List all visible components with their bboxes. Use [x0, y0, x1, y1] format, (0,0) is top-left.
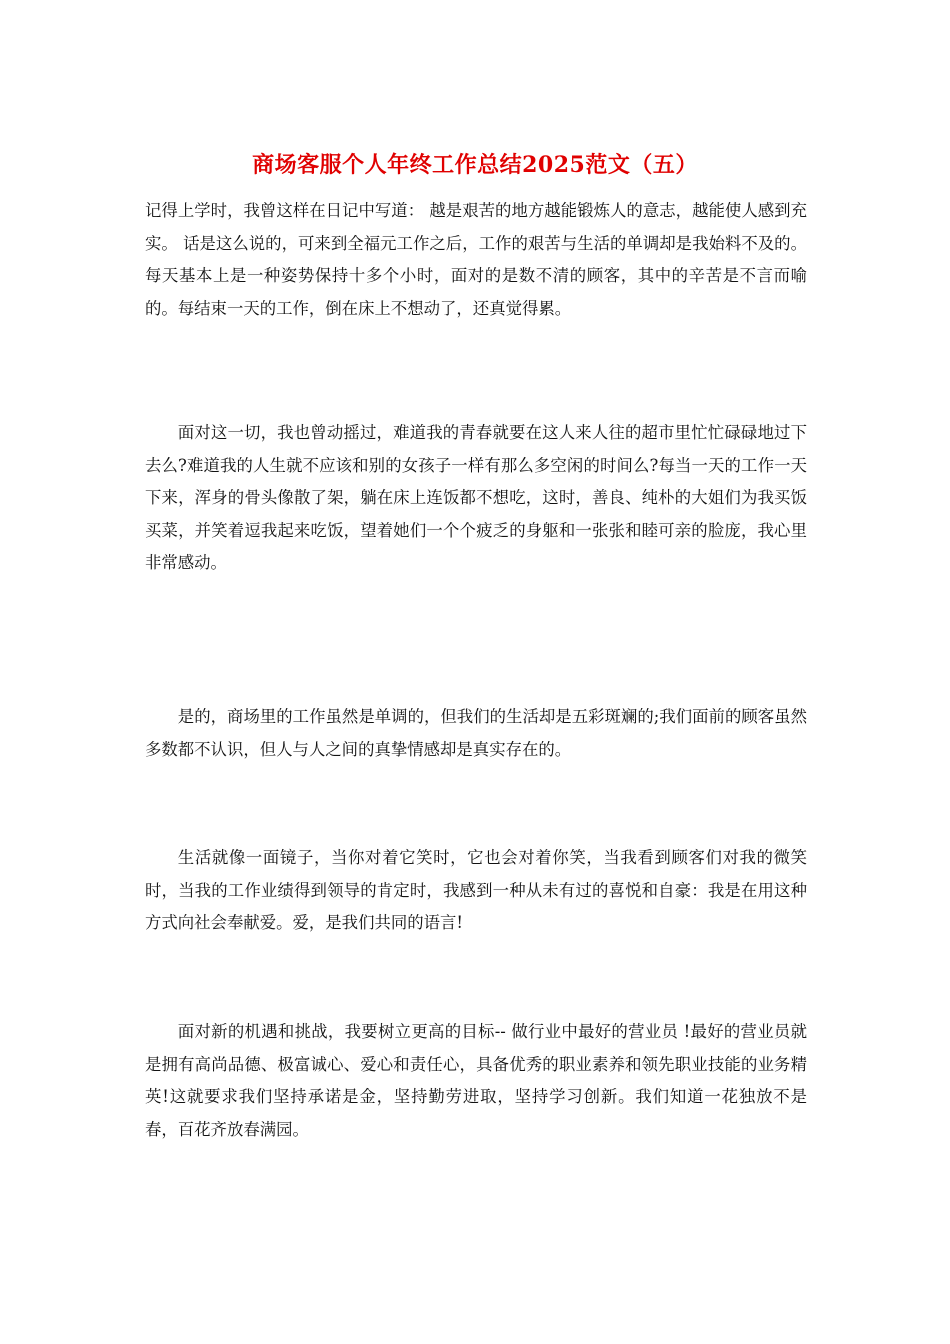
paragraph-4: 生活就像一面镜子，当你对着它笑时，它也会对着你笑，当我看到顾客们对我的微笑时，当我的工作业绩得到领导的肯定时，我感到一种从未有过的喜悦和自豪：我是在用这种方式向社会奉献爱。爱，是我们共同的语言! [145, 848, 807, 932]
paragraph-2: 面对这一切，我也曾动摇过，难道我的青春就要在这人来人往的超市里忙忙碌碌地过下去么?难道我的人生就不应该和别的女孩子一样有那么多空闲的时间么?每当一天的工作一天下来，浑身的骨头像散了架，躺在床上连饭都不想吃，这时，善良、纯朴的大姐们为我买饭买菜，并笑着逗我起来吃饭，望着她们一个个疲乏的身躯和一张张和睦可亲的脸庞，我心里非常感动。 [145, 423, 807, 572]
page-title: 商场客服个人年终工作总结2025范文（五） [252, 152, 698, 178]
paragraph-3: 是的，商场里的工作虽然是单调的，但我们的生活却是五彩斑斓的;我们面前的顾客虽然多数都不认识，但人与人之间的真挚情感却是真实存在的。 [145, 707, 807, 759]
paragraph-5: 面对新的机遇和挑战，我要树立更高的目标-- 做行业中最好的营业员 !最好的营业员就是拥有高尚品德、极富诚心、爱心和责任心，具备优秀的职业素养和领先职业技能的业务精英!这就要求我们坚持承诺是金，坚持勤劳进取，坚持学习创新。我们知道一花独放不是春，百花齐放春满园。 [145, 1022, 807, 1139]
paragraph-1: 记得上学时，我曾这样在日记中写道： 越是艰苦的地方越能锻炼人的意志，越能使人感到充实。 话是这么说的，可来到全福元工作之后，工作的艰苦与生活的单调却是我始料不及的。每天基本上是一种姿势保持十多个小时，面对的是数不清的顾客，其中的辛苦是不言而喻的。每结束一天的工作，倒在床上不想动了，还真觉得累。 [145, 201, 807, 318]
